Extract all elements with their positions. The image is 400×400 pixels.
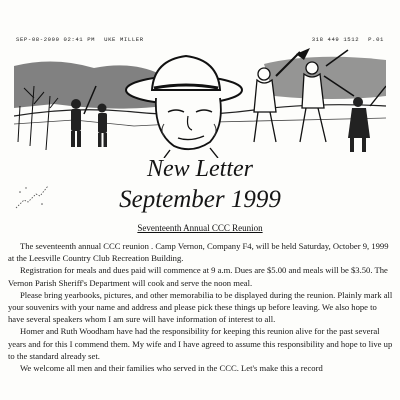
- body-paragraph: Please bring yearbooks, pictures, and other memorabilia to be displayed during the reunion. Plainly mark all your souvenirs with your name and address and please pick these things up before leaving. We also hope to have several speakers whom I am sure will have information of interest to all.: [8, 289, 393, 325]
- newsletter-date-title: September 1999: [119, 186, 281, 213]
- fax-phone: 318 449 1512: [311, 36, 360, 43]
- fax-page-number: P.01: [368, 36, 384, 43]
- body-paragraph: We welcome all men and their families who served in the CCC. Let's make this a record: [20, 363, 323, 374]
- fax-sender: UKE MILLER: [104, 36, 144, 43]
- fax-header: [16, 36, 384, 43]
- body-paragraph: Homer and Ruth Woodham have had the responsibility for keeping this reunion alive for the past several years and for this I commend them. My wife and I have agreed to assume this responsibility and hope to live up to the standard already set.: [8, 326, 393, 361]
- body-paragraph: The seventeenth annual CCC reunion . Camp Vernon, Company F4, will be held Saturday, October 9, 1999 at the Leesville Country Club Recreation Building.: [8, 241, 389, 264]
- fax-timestamp: SEP-08-2000 02:41 PM: [16, 36, 96, 43]
- ccc-workers-illustration: [14, 46, 386, 158]
- body-paragraph: Registration for meals and dues paid will commence at 9 a.m. Dues are $5.00 and meals will be $3.50. The Vernon Parish Sheriff's Department will cook and serve the noon meal.: [8, 265, 388, 288]
- newsletter-title: New Letter: [147, 156, 253, 182]
- newsletter-body: [8, 240, 394, 374]
- newsletter-subtitle: Seventeenth Annual CCC Reunion: [137, 223, 263, 233]
